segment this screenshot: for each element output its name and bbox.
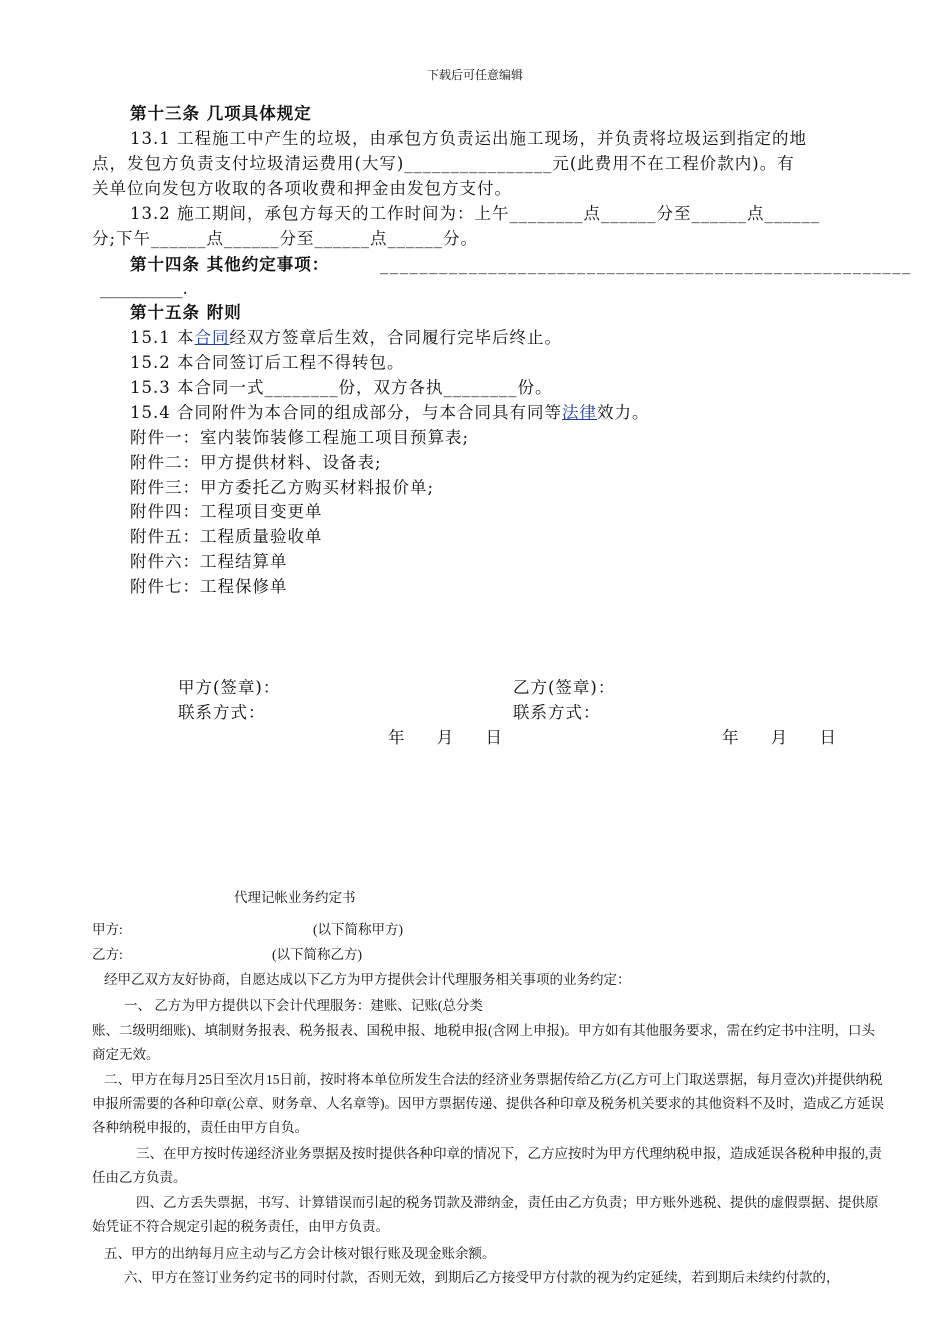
attachment-item: 附件四：工程项目变更单 (130, 502, 323, 521)
party-a-note: (以下简称甲方) (313, 922, 403, 937)
attachment-item: 附件三：甲方委托乙方购买材料报价单; (130, 478, 435, 497)
party-a-seal: 甲方(签章)： (178, 678, 281, 697)
party-b-label: 乙方: (92, 947, 123, 962)
agreement-item5: 五、甲方的出纳每月应主动与乙方会计核对银行账及现金账余额。 (104, 1246, 496, 1261)
agreement-item1-rest: 账、二级明细账)、填制财务报表、税务报表、国税申报、地税申报(含网上申报)。甲方如有其他服务要求，需在约定书中注明，口头商定无效。 (92, 1023, 875, 1062)
party-a-contact: 联系方式： (178, 703, 266, 722)
article13-p1-line2: 点，发包方负责支付垃圾清运费用(大写)________________元(此费用不在工程价款内)。有 (92, 154, 795, 173)
party-a-date: 年 月 日 (388, 728, 503, 747)
article14-blank-line1: ______________________________________________________ (380, 255, 912, 274)
article15-clause2: 15.2 本合同签订后工程不得转包。 (130, 353, 405, 372)
clause4-suffix: 效力。 (596, 403, 650, 422)
attachment-item: 附件七：工程保修单 (130, 577, 288, 596)
agreement-title: 代理记帐业务约定书 (234, 890, 356, 905)
clause1-prefix: 15.1 本 (130, 328, 195, 347)
article13-p1-line1: 13.1 工程施工中产生的垃圾，由承包方负责运出施工现场，并负责将垃圾运到指定的地 (130, 129, 807, 148)
article15-clause4 (130, 401, 649, 425)
attachment-item: 附件五：工程质量验收单 (130, 527, 323, 546)
article13-p2-line1: 13.2 施工期间，承包方每天的工作时间为：上午________点______分至______点______ (130, 204, 820, 223)
article15-title: 第十五条 附则 (130, 303, 242, 322)
party-b-seal: 乙方(签章)： (513, 678, 616, 697)
article15-clause1 (130, 326, 562, 350)
agreement-item4: 四、乙方丢失票据，书写、计算错误而引起的税务罚款及滞纳金，责任由乙方负责；甲方账外逃税、提供的虚假票据、提供原始凭证不符合规定引起的税务责任，由甲方负责。 (92, 1195, 879, 1234)
agreement-item6: 六、甲方在签订业务约定书的同时付款，否则无效，到期后乙方接受甲方付款的视为约定延续，若到期后未续约付款的， (124, 1270, 840, 1285)
clause4-prefix: 15.4 合同附件为本合同的组成部分，与本合同具有同等 (130, 403, 562, 422)
header-note: 下载后可任意编辑 (426, 68, 523, 82)
article13-title: 第十三条 几项具体规定 (130, 104, 312, 123)
party-a-label: 甲方: (92, 922, 123, 937)
article14-title: 第十四条 其他约定事项： (130, 255, 330, 274)
agreement-item3: 三、在甲方按时传递经济业务票据及按时提供各种印章的情况下，乙方应按时为甲方代理纳税申报，造成延误各税种申报的,责任由乙方负责。 (92, 1146, 882, 1185)
party-b-contact: 联系方式： (513, 703, 601, 722)
law-link[interactable]: 法律 (561, 403, 597, 422)
article13-p1-line3: 关单位向发包方收取的各项收费和押金由发包方支付。 (92, 179, 512, 198)
party-b-date: 年 月 日 (722, 728, 837, 747)
agreement-item1-line1: 一、 乙方为甲方提供以下会计代理服务：建账、记账(总分类 (124, 998, 483, 1013)
attachment-item: 附件一：室内装饰装修工程施工项目预算表; (130, 428, 470, 447)
agreement-item2: 二、甲方在每月25日至次月15日前，按时将本单位所发生合法的经济业务票据传给乙方(乙方可上门取送票据，每月壹次)并提供纳税申报所需要的各种印章(公章、财务章、人名章等)。因甲方票据传递、提供各种印章及税务机关要求的其他资料不及时，造成乙方延误各种纳税申报的，责任由甲方自负。 (92, 1072, 884, 1135)
party-b-note: (以下简称乙方) (272, 947, 362, 962)
article14-blank-line2: __________. (100, 279, 188, 298)
attachment-item: 附件二：甲方提供材料、设备表; (130, 453, 382, 472)
article15-clause3: 15.3 本合同一式________份，双方各执________份。 (130, 378, 553, 397)
contract-link[interactable]: 合同 (194, 328, 230, 347)
article13-p2-line2: 分;下午______点______分至______点______分。 (92, 229, 479, 248)
agreement-intro: 经甲乙双方友好协商，自愿达成以下乙方为甲方提供会计代理服务相关事项的业务约定： (104, 972, 631, 987)
attachment-item: 附件六：工程结算单 (130, 552, 288, 571)
clause1-suffix: 经双方签章后生效，合同履行完毕后终止。 (229, 328, 562, 347)
